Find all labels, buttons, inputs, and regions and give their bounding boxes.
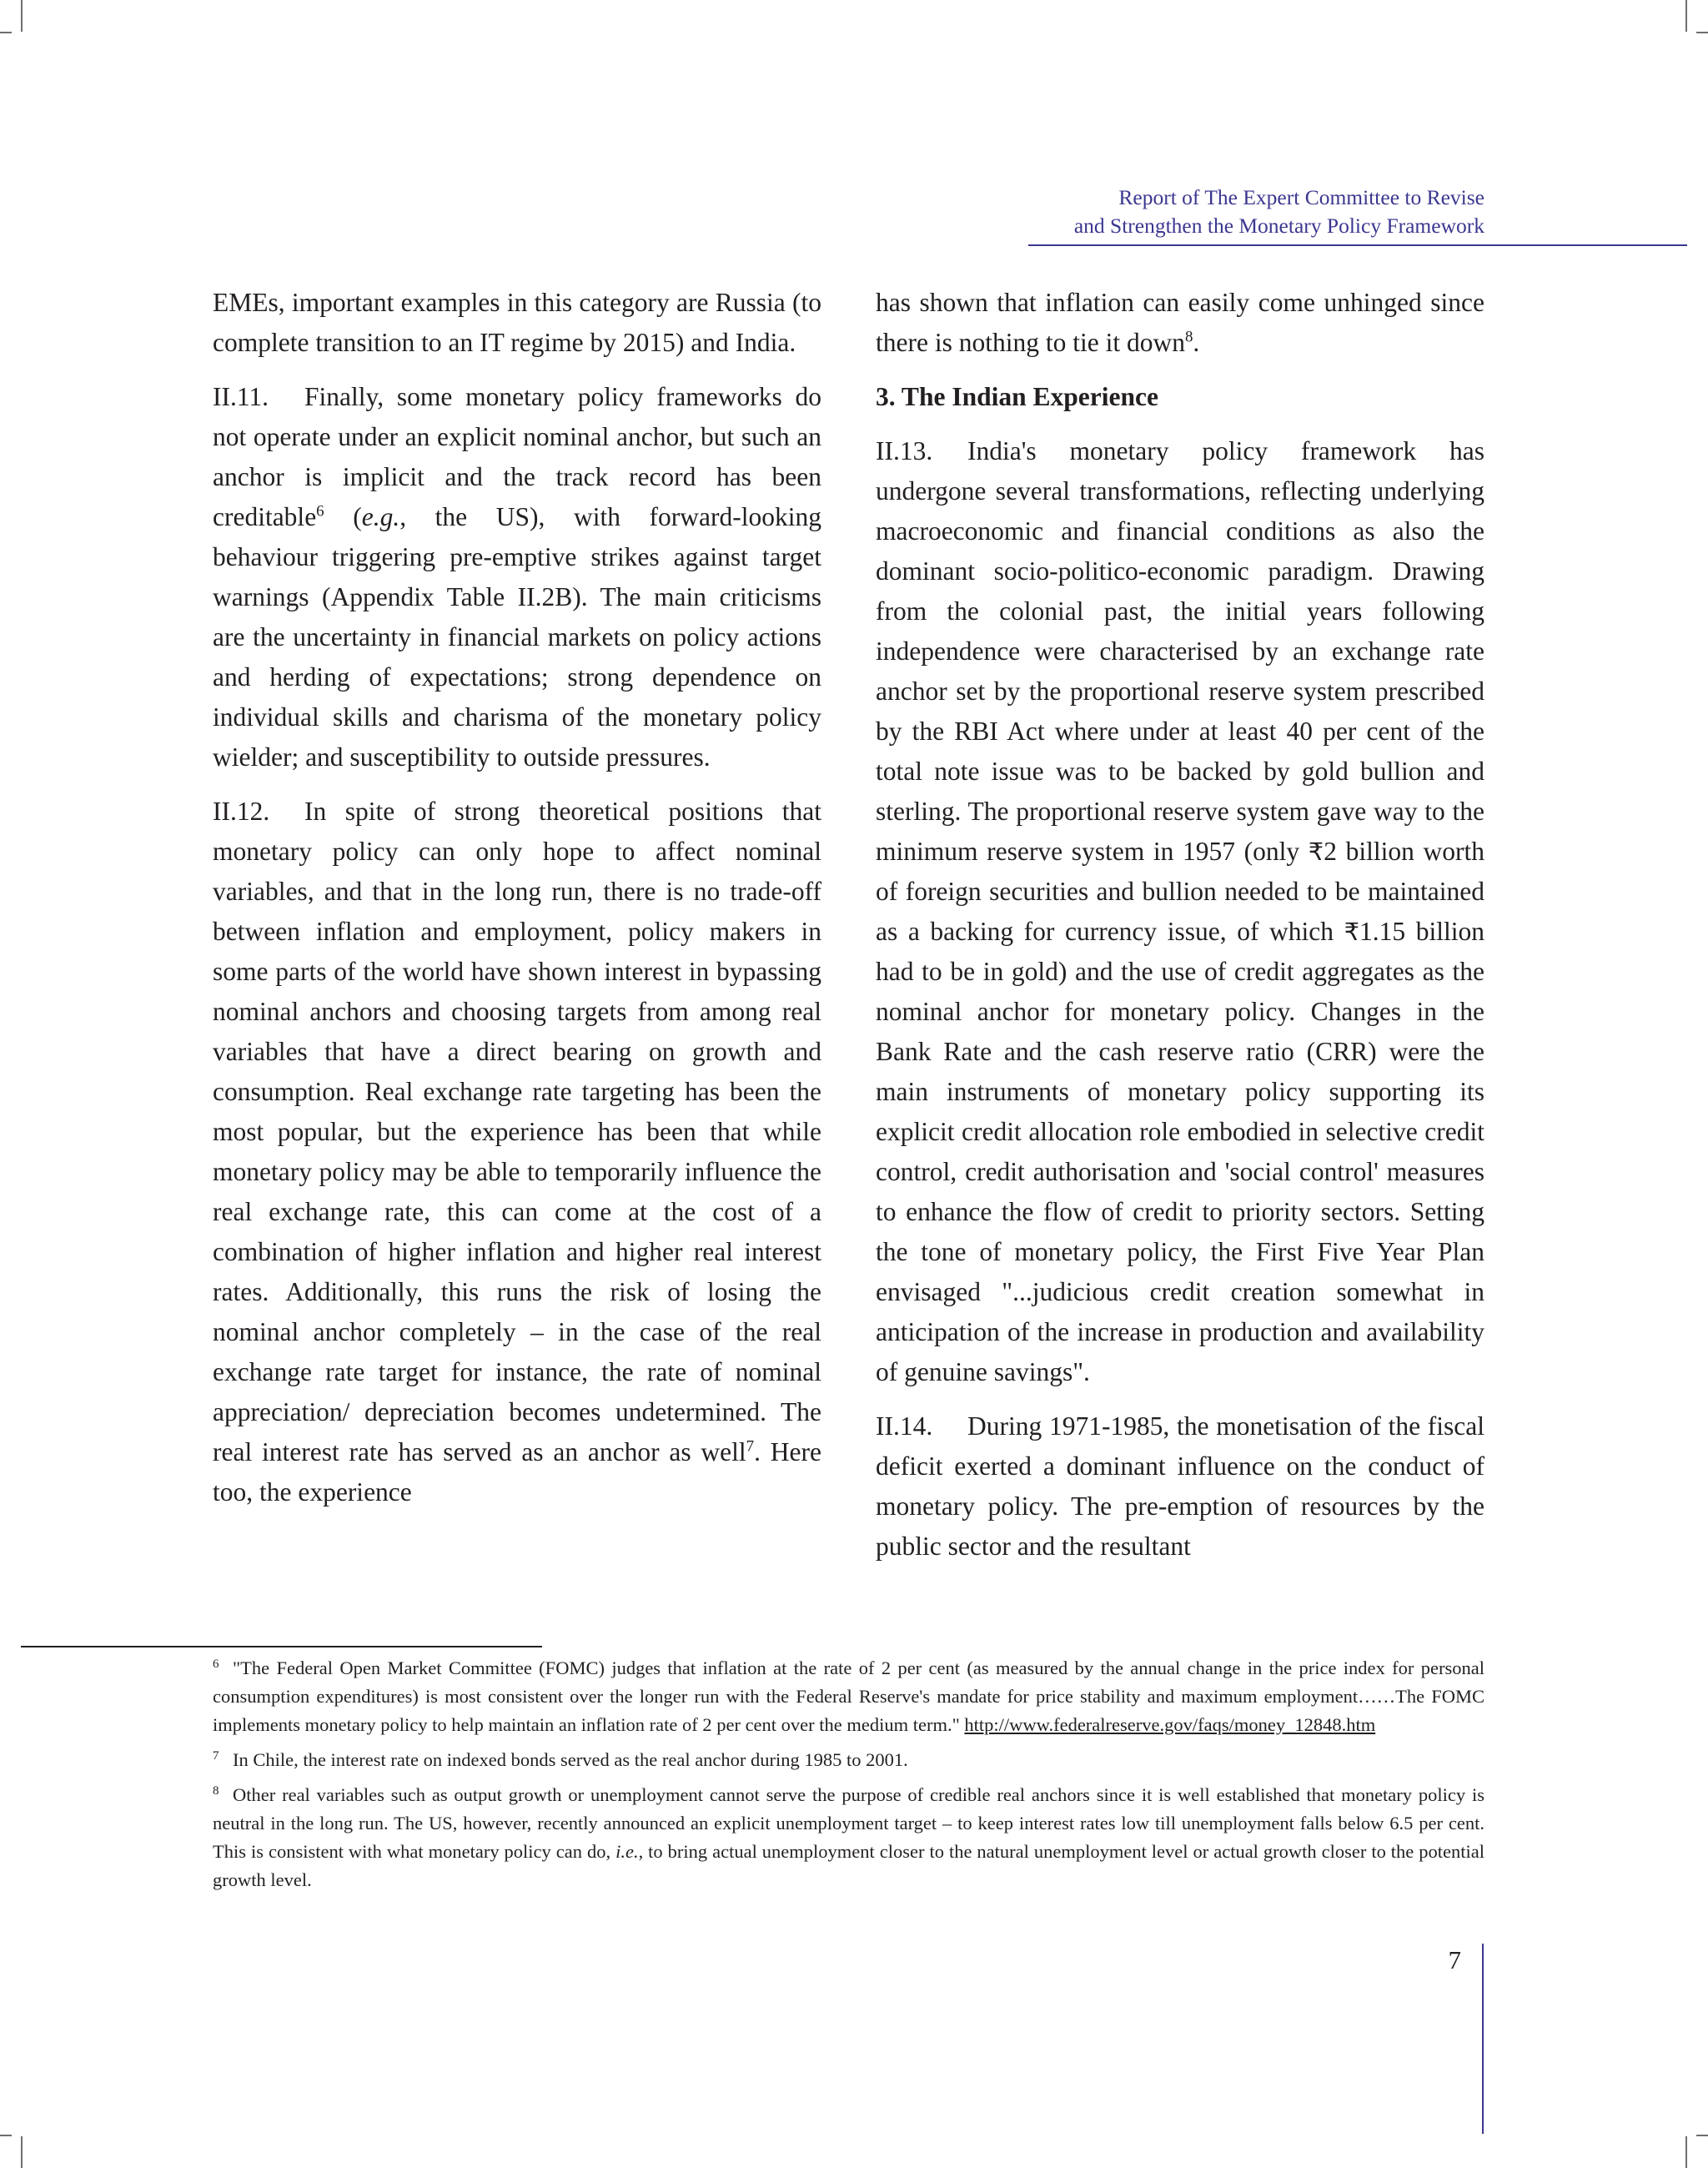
crop-mark (0, 32, 12, 33)
paragraph-text: , the US), with forward-looking behaviour triggering pre-emptive strikes against target warnings (Appendix Table II.2B). The main criticisms are the uncertainty in financial markets on policy actions and herding of expectations; strong dependence on individual skills and charisma of the monetary policy wielder; and susceptibility to outside pressures. (213, 502, 821, 772)
footnote-link[interactable]: http://www.federalreserve.gov/faqs/money_12848.htm (964, 1714, 1376, 1735)
crop-mark (0, 2135, 12, 2136)
crop-mark (1696, 2135, 1708, 2136)
running-header (1074, 184, 1484, 240)
footnote-7: 7 In Chile, the interest rate on indexed bonds served as the real anchor during 1985 to 2001. (213, 1749, 908, 1770)
crop-mark (21, 2136, 23, 2168)
section-heading: 3. The Indian Experience (876, 382, 1158, 411)
paragraph-text: 1.15 billion had to be in gold) and the use of credit aggregates as the nominal anchor for monetary policy. Changes in the Bank Rate and the cash reserve ratio (CRR) were the main instruments of monetary policy supporting its explicit credit allocation role embodied in selective credit control, credit authorisation and 'social control' measures to enhance the flow of credit to priority sectors. Setting the tone of monetary policy, the First Five Year Plan envisaged "...judicious credit creation somewhat in anticipation of the increase in production and availability of genuine savings". (876, 917, 1484, 1386)
footnote-6: 6 "The Federal Open Market Committee (FOMC) judges that inflation at the rate of 2 per cent (as measured by the annual change in the price index for personal consumption expenditures) is most consistent over the longer run with the Federal Reserve's mandate for price stability and maximum employment……The FOMC implements monetary policy to help maintain an inflation rate of 2 per cent over the medium term." http://www.federalreserve.gov/faqs/money_12848.htm (213, 1657, 1484, 1735)
footnote-ref-7[interactable]: 7 (746, 1437, 755, 1456)
paragraph-text: . (1193, 328, 1200, 357)
page-number: 7 (1448, 1945, 1461, 1974)
paragraph-text: During 1971-1985, the monetisation of the fiscal deficit exerted a dominant influence on the conduct of monetary policy. The pre-emption of resources by the public sector and the resultant (876, 1411, 1484, 1561)
page-number-rule (1482, 1944, 1484, 2134)
footnote-text: Other real variables such as output growth or unemployment cannot serve the purpose of credible real anchors since it is well established that monetary policy is neutral in the long run. The US, however, recently announced an explicit unemployment target – to keep interest rates low till unemployment falls below 6.5 per cent. This is consistent with what monetary policy can do, (213, 1784, 1484, 1862)
paragraph-number: II.12. (213, 797, 270, 826)
paragraph-text: has shown that inflation can easily come unhinged since there is nothing to tie it down (876, 288, 1484, 357)
paragraph-text: India's monetary policy framework has undergone several transformations, reflecting underlying macroeconomic and financial conditions as also the dominant socio-politico-economic paradigm. Drawing from the colonial past, the initial years following independence were characterised by an exchange rate anchor set by the proportional reserve system prescribed by the RBI Act where under at least 40 per cent of the total note issue was to be backed by gold bullion and sterling. The proportional reserve system gave way to the minimum reserve system in 1957 (only (876, 436, 1484, 866)
header-line-2: and Strengthen the Monetary Policy Framework (1073, 214, 1484, 238)
continuation-paragraph (876, 283, 1484, 363)
footnote-text: , to bring actual unemployment closer to the natural unemployment level or actual growth closer to the potential growth level. (213, 1841, 1484, 1890)
paragraph-number: II.14. (876, 1411, 933, 1441)
left-column (213, 283, 821, 1527)
paragraph-text: In spite of strong theoretical positions that monetary policy can only hope to affect nominal variables, and that in the long run, there is no trade-off between inflation and employment, policy makers in some parts of the world have shown interest in bypassing nominal anchors and choosing targets from among real variables that have a direct bearing on growth and consumption. Real exchange rate targeting has been the most popular, but the experience has been that while monetary policy may be able to temporarily influence the real exchange rate, this can come at the cost of a combination of higher inflation and higher real interest rates. Additionally, this runs the risk of losing the nominal anchor completely – in the case of the real exchange rate target for instance, the rate of nominal appreciation/ depreciation becomes undetermined. The real interest rate has served as an anchor as well (213, 797, 821, 1466)
footnote-ref-8[interactable]: 8 (1184, 328, 1193, 346)
paragraph-text: . Here too, the experience (213, 1437, 821, 1507)
paragraph-number: II.13. (876, 436, 933, 465)
paragraph-text: 2 billion worth of foreign securities and bullion needed to be maintained as a backing for currency issue, of which (876, 837, 1485, 946)
crop-mark (1685, 0, 1687, 32)
crop-mark (1685, 2136, 1687, 2168)
paragraph-text: Finally, some monetary policy frameworks do not operate under an explicit nominal anchor, but such an anchor is implicit and the track record has been creditable (213, 382, 821, 531)
paragraph-number: II.11. (213, 382, 269, 411)
header-line-1: Report of The Expert Committee to Revise (1118, 185, 1484, 209)
continuation-paragraph: EMEs, important examples in this category are Russia (to complete transition to an IT regime by 2015) and India. (213, 288, 821, 357)
footnote-text: In Chile, the interest rate on indexed bonds served as the real anchor during 1985 to 2001. (233, 1749, 908, 1770)
header-rule (1028, 244, 1687, 246)
paragraph-ii-12 (213, 792, 821, 1512)
italic-eg: e.g. (361, 502, 400, 531)
footnote-8: 8 Other real variables such as output growth or unemployment cannot serve the purpose of credible real anchors since it is well established that monetary policy is neutral in the long run. The US, however, recently announced an explicit unemployment target – to keep interest rates low till unemployment falls below 6.5 per cent. This is consistent with what monetary policy can do, i.e., to bring actual unemployment closer to the natural unemployment level or actual growth closer to the potential growth level. (213, 1784, 1484, 1890)
footnote-text: "The Federal Open Market Committee (FOMC) judges that inflation at the rate of 2 per cent (as measured by the annual change in the price index for personal consumption expenditures) is most consistent over the longer run with the Federal Reserve's mandate for price stability and maximum employment……The FOMC implements monetary policy to help maintain an inflation rate of 2 per cent over the medium term." (213, 1657, 1484, 1735)
footnotes (213, 1654, 1484, 1901)
rupee-symbol: ₹ (1308, 838, 1324, 866)
paragraph-ii-14 (876, 1406, 1484, 1567)
rupee-symbol: ₹ (1344, 918, 1360, 946)
crop-mark (21, 0, 23, 32)
paragraph-ii-13 (876, 431, 1484, 1392)
right-column (876, 283, 1484, 1581)
crop-mark (1696, 32, 1708, 33)
footnote-rule (21, 1646, 542, 1647)
italic-ie: i.e. (615, 1841, 639, 1862)
paragraph-ii-11 (213, 377, 821, 777)
paragraph-text: ( (324, 502, 362, 531)
footnote-ref-6[interactable]: 6 (316, 502, 324, 521)
